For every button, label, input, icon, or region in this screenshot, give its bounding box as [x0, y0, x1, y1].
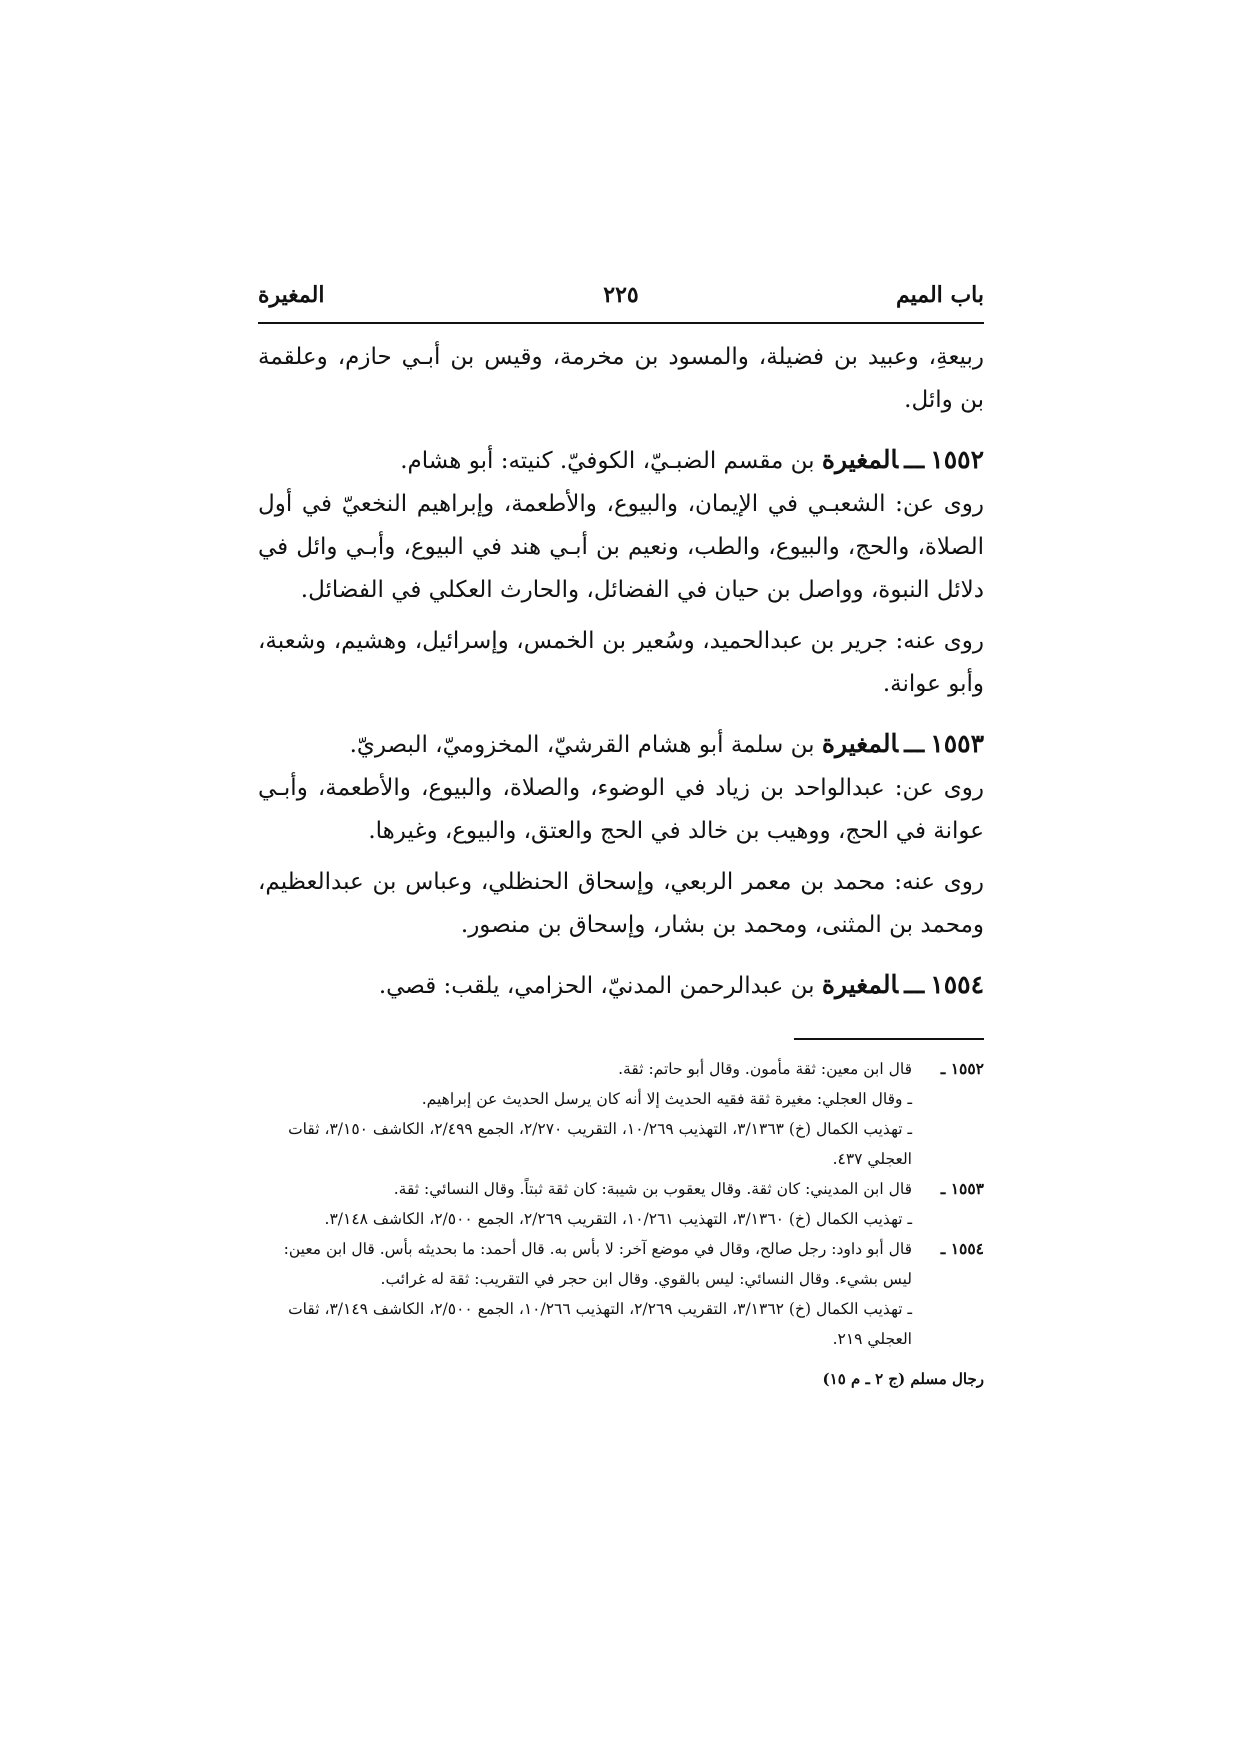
entry-description: بن مقسم الضبـيّ، الكوفيّ. كنيته: أبو هشام. [400, 448, 815, 474]
footnote-number: ١٥٥٢ ـ [940, 1059, 984, 1078]
narrated-from-1552: روى عن: الشعبـي في الإيمان، والبيوع، والأطعمة، وإبراهيم النخعيّ في أول الصلاة، والحج، والبيوع، والطب، ونعيم بن أبـي هند في البيوع، وأبـي وائل في دلائل النبوة، وواصل بن حيان في الفضائل، والحارث العكلي في الفضائل. [258, 491, 984, 603]
running-header [258, 280, 984, 324]
footnote-line: قال أبو داود: رجل صالح، وقال في موضع آخر: لا بأس به. قال أحمد: ما بحديثه بأس. قال ابن معين: ليس بشيء. وقال النسائي: ليس بالقوي. وقال ابن حجر في التقريب: ثقة له غرائب. [283, 1240, 912, 1288]
entry-number: ١٥٥٣ [930, 729, 984, 758]
entry-number: ١٥٥٢ [930, 445, 984, 474]
entry-heading-1553: ١٥٥٣ـــالمغيرة بن سلمة أبو هشام القرشيّ، المخزوميّ، البصريّ. [349, 729, 984, 758]
footnote-1553 [258, 1174, 984, 1234]
footnote-line: ـ تهذيب الكمال (خ) ٣/١٣٦٢، التقريب ٢/٢٦٩، التهذيب ١٠/٢٦٦، الجمع ٢/٥٠٠، الكاشف ٣/١٤٩، ثقات العجلي ٢١٩. [288, 1300, 912, 1348]
entry-description: بن عبدالرحمن المدنيّ، الحزامي، يلقب: قصي. [378, 973, 815, 999]
narrated-from-1553: روى عن: عبدالواحد بن زياد في الوضوء، والصلاة، والبيوع، والأطعمة، وأبـي عوانة في الحج، ووهيب بن خالد في الحج والعتق، والبيوع، وغيرها. [258, 775, 984, 844]
footnote-line: قال ابن معين: ثقة مأمون. وقال أبو حاتم: ثقة. [618, 1060, 912, 1078]
entry-heading-1554: ١٥٥٤ـــالمغيرة بن عبدالرحمن المدنيّ، الحزامي، يلقب: قصي. [378, 970, 984, 999]
entry-name: المغيرة [821, 729, 899, 758]
footnote-divider [794, 1038, 984, 1040]
footnote-number: ١٥٥٣ ـ [940, 1179, 984, 1198]
signature-footer: رجال مسلم (ج ٢ ـ م ١٥) [822, 1370, 984, 1388]
narrated-by-1553: روى عنه: محمد بن معمر الربعي، وإسحاق الحنظلي، وعباس بن عبدالعظيم، ومحمد بن المثنى، ومحمد بن بشار، وإسحاق بن منصور. [258, 869, 984, 938]
page-number: ٢٢٥ [603, 282, 639, 308]
entry-heading-1552: ١٥٥٢ـــالمغيرة بن مقسم الضبـيّ، الكوفيّ. كنيته: أبو هشام. [400, 445, 984, 474]
footnote-number: ١٥٥٤ ـ [940, 1239, 984, 1258]
footnote-1552 [258, 1054, 984, 1174]
chapter-title: باب الميم [895, 282, 984, 308]
footnote-line: ـ وقال العجلي: مغيرة ثقة فقيه الحديث إلا أنه كان يرسل الحديث عن إبراهيم. [421, 1090, 912, 1108]
footnote-line: ـ تهذيب الكمال (خ) ٣/١٣٦٣، التهذيب ١٠/٢٦٩، التقريب ٢/٢٧٠، الجمع ٢/٤٩٩، الكاشف ٣/١٥٠، ثقات العجلي ٤٣٧. [288, 1120, 912, 1168]
entry-description: بن سلمة أبو هشام القرشيّ، المخزوميّ، البصريّ. [349, 732, 815, 758]
narrated-by-1552: روى عنه: جرير بن عبدالحميد، وسُعير بن الخمس، وإسرائيل، وهشيم، وشعبة، وأبو عوانة. [258, 628, 984, 697]
footnote-line: قال ابن المديني: كان ثقة. وقال يعقوب بن شيبة: كان ثقة ثبتاً. وقال النسائي: ثقة. [393, 1180, 912, 1198]
footnote-1554 [258, 1234, 984, 1354]
footnotes [258, 1054, 984, 1354]
section-title: المغيرة [258, 282, 325, 308]
intro-paragraph: ربيعةِ، وعبيد بن فضيلة، والمسود بن مخرمة، وقيس بن أبـي حازم، وعلقمة بن وائل. [258, 344, 984, 413]
book-page [258, 280, 984, 1388]
main-text [258, 336, 984, 1008]
entry-name: المغيرة [821, 970, 899, 999]
footnote-line: ـ تهذيب الكمال (خ) ٣/١٣٦٠، التهذيب ١٠/٢٦١، التقريب ٢/٢٦٩، الجمع ٢/٥٠٠، الكاشف ٣/١٤٨. [324, 1210, 912, 1228]
entry-name: المغيرة [821, 445, 899, 474]
entry-number: ١٥٥٤ [930, 970, 984, 999]
